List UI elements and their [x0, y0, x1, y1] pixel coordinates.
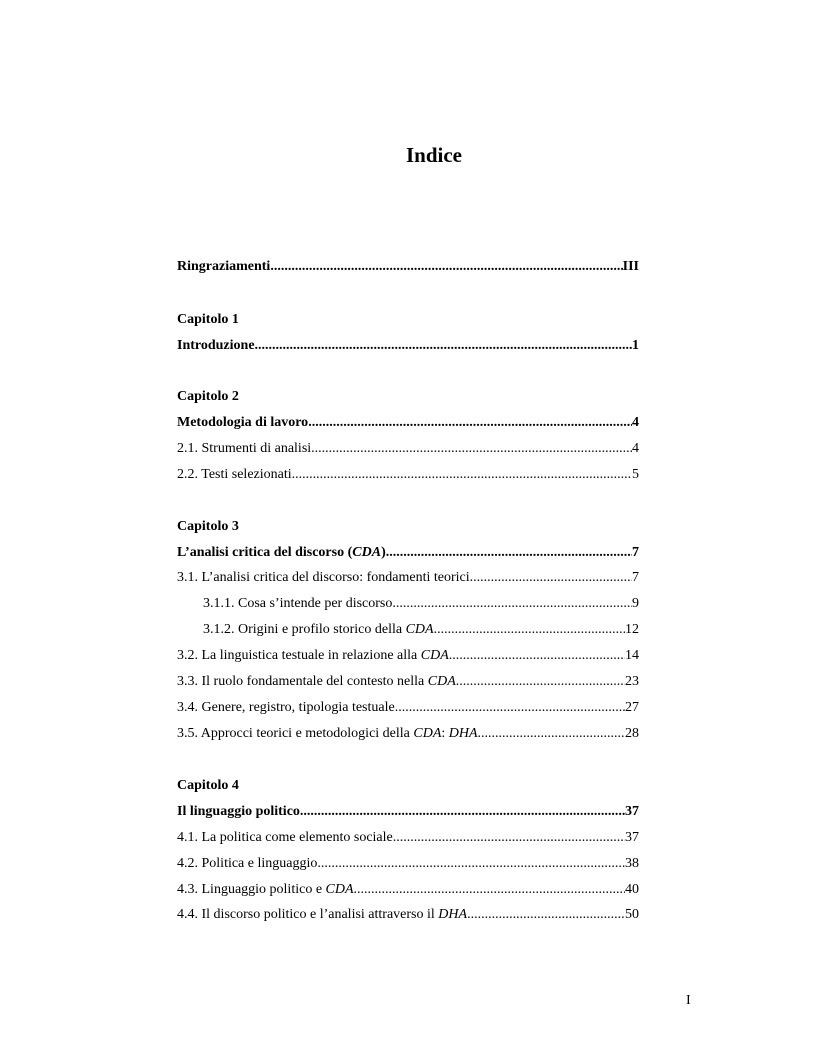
- toc-leader-dots: [270, 258, 622, 276]
- toc-entry-page: 40: [625, 882, 639, 897]
- chapter-label: Capitolo 2: [177, 389, 239, 404]
- toc-leader-dots: [478, 725, 625, 743]
- chapter-label: Capitolo 1: [177, 312, 239, 327]
- toc-entry-4-4[interactable]: [177, 906, 639, 924]
- toc-entry-page: 27: [625, 700, 639, 715]
- toc-entry-chapter-4[interactable]: [177, 803, 639, 821]
- toc-leader-dots: [300, 803, 625, 821]
- toc-entry-page: 7: [632, 545, 639, 560]
- toc-entry-page: 14: [625, 648, 639, 663]
- toc-entry-title: 3.2. La linguistica testuale in relazione alla CDA: [177, 648, 449, 663]
- toc-leader-dots: [392, 595, 632, 613]
- toc-leader-dots: [393, 829, 625, 847]
- toc-entry-page: 5: [632, 467, 639, 482]
- toc-entry-title: 3.1. L’analisi critica del discorso: fondamenti teorici: [177, 570, 470, 585]
- toc-entry-page: 4: [632, 441, 639, 456]
- toc-entry-title: 3.3. Il ruolo fondamentale del contesto nella CDA: [177, 674, 456, 689]
- toc-entry-title: 3.4. Genere, registro, tipologia testuale: [177, 700, 395, 715]
- toc-entry-title: 2.2. Testi selezionati: [177, 467, 292, 482]
- toc-leader-dots: [395, 699, 625, 717]
- toc-entry-title: 4.1. La politica come elemento sociale: [177, 830, 393, 845]
- toc-leader-dots: [467, 906, 625, 924]
- toc-entry-title: Il linguaggio politico: [177, 804, 300, 819]
- toc-entry-title: 4.4. Il discorso politico e l’analisi attraverso il DHA: [177, 907, 468, 922]
- toc-leader-dots: [386, 544, 632, 562]
- toc-entry-4-2[interactable]: [177, 855, 639, 873]
- toc-entry-3-2[interactable]: [177, 647, 639, 665]
- toc-leader-dots: [434, 621, 625, 639]
- page-number: I: [686, 993, 691, 1008]
- toc-entry-3-3[interactable]: [177, 673, 639, 691]
- chapter-label: Capitolo 3: [177, 519, 239, 534]
- toc-entry-2-1[interactable]: [177, 440, 639, 458]
- chapter-label: Capitolo 4: [177, 778, 239, 793]
- toc-entry-title: 3.5. Approcci teorici e metodologici della CDA: DHA: [177, 726, 478, 741]
- toc-entry-page: 23: [625, 674, 639, 689]
- toc-entry-4-1[interactable]: [177, 829, 639, 847]
- toc-leader-dots: [317, 855, 625, 873]
- toc-entry-3-5[interactable]: [177, 725, 639, 743]
- page-title: Indice: [405, 143, 462, 167]
- toc-leader-dots: [449, 647, 625, 665]
- toc-entry-title: Ringraziamenti: [177, 259, 271, 274]
- toc-entry-title: 2.1. Strumenti di analisi: [177, 441, 312, 456]
- toc-entry-page: 1: [632, 338, 639, 353]
- toc-entry-title: 3.1.2. Origini e profilo storico della CDA: [203, 622, 434, 637]
- toc-leader-dots: [470, 569, 632, 587]
- toc-entry-page: 50: [625, 907, 639, 922]
- toc-entry-title: 3.1.1. Cosa s’intende per discorso: [203, 596, 393, 611]
- toc-entry-4-3[interactable]: [177, 881, 639, 899]
- toc-leader-dots: [456, 673, 625, 691]
- toc-entry-3-4[interactable]: [177, 699, 639, 717]
- toc-entry-title: 4.3. Linguaggio politico e CDA: [177, 882, 354, 897]
- toc-entry-page: 9: [632, 596, 639, 611]
- toc-entry-page: 37: [625, 830, 639, 845]
- toc-entry-title: 4.2. Politica e linguaggio: [177, 856, 318, 871]
- toc-entry-chapter-3[interactable]: [177, 544, 639, 562]
- toc-entry-3-1-2[interactable]: [203, 621, 639, 639]
- toc-entry-page: 12: [625, 622, 639, 637]
- toc-entry-page: 28: [625, 726, 639, 741]
- toc-entry-title: Metodologia di lavoro: [177, 415, 309, 430]
- toc-entry-page: 4: [632, 415, 639, 430]
- toc-entry-3-1[interactable]: [177, 569, 639, 587]
- toc-entry-3-1-1[interactable]: [203, 595, 639, 613]
- toc-entry-chapter-2[interactable]: [177, 414, 639, 432]
- toc-leader-dots: [292, 466, 632, 484]
- toc-entry-ringraziamenti[interactable]: [177, 258, 639, 276]
- toc-leader-dots: [354, 881, 625, 899]
- toc-entry-2-2[interactable]: [177, 466, 639, 484]
- toc-entry-page: III: [622, 259, 639, 274]
- toc-entry-title: L’analisi critica del discorso (CDA): [177, 545, 386, 560]
- toc-leader-dots: [311, 440, 632, 458]
- toc-entry-title: Introduzione: [177, 338, 255, 353]
- toc-entry-chapter-1[interactable]: [177, 337, 639, 355]
- toc-leader-dots: [308, 414, 632, 432]
- toc-entry-page: 7: [632, 570, 639, 585]
- toc-leader-dots: [255, 337, 632, 355]
- toc-entry-page: 38: [625, 856, 639, 871]
- toc-entry-page: 37: [625, 804, 639, 819]
